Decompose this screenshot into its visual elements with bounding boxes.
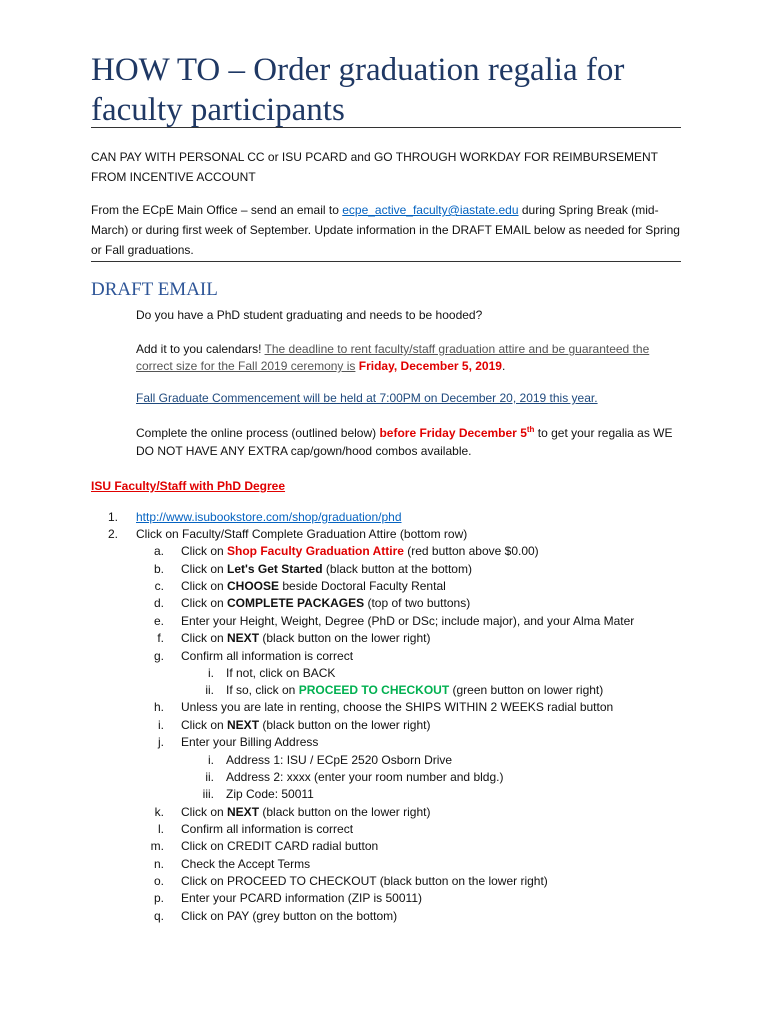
step-marker: g. [153, 649, 164, 663]
calendar-end: . [501, 359, 506, 373]
complete-suffix: to get your regalia as WE DO NOT HAVE ANY EXTRA cap/gown/hood combos available. [136, 426, 673, 458]
step-bold: NEXT [227, 631, 260, 645]
section-divider [91, 261, 681, 262]
deadline-link[interactable]: The deadline to rent faculty/staff graduation attire and be guaranteed the correct size for the Fall 2019 ceremony is [136, 342, 650, 373]
step-marker: l. [158, 822, 164, 836]
step-text-part: Click on [181, 631, 228, 645]
step-text: Zip Code: 50011 [226, 787, 314, 801]
step-text-part: beside Doctoral Faculty Rental [279, 579, 446, 593]
section-label: ISU Faculty/Staff with PhD Degree [91, 479, 286, 493]
step-text-part: (black button at the bottom) [322, 562, 472, 576]
step-text-part: (black button on the lower right) [259, 718, 431, 732]
step-text: Enter your Billing Address [181, 735, 319, 749]
step-text-part: (black button on the lower right) [259, 631, 431, 645]
step-marker: 1. [107, 510, 118, 524]
proceed-checkout-text: PROCEED TO CHECKOUT [298, 683, 450, 697]
step-marker: m. [150, 839, 164, 853]
page-title: HOW TO – Order graduation regalia for faculty participants [91, 52, 625, 128]
step-text: Unless you are late in renting, choose the SHIPS WITHIN 2 WEEKS radial button [181, 700, 614, 714]
step-bold: NEXT [227, 718, 260, 732]
commencement-link[interactable] [136, 388, 681, 408]
commencement-text[interactable]: Fall Graduate Commencement will be held at 7:00PM on December 20, 2019 this year. [136, 391, 598, 405]
complete-sup: th [526, 425, 535, 434]
office-before: From the ECpE Main Office – send an email to [91, 203, 343, 217]
step-text [181, 595, 470, 612]
step-bold: NEXT [227, 805, 260, 819]
step-marker: p. [153, 891, 164, 905]
step-marker: e. [153, 614, 164, 628]
step-marker: o. [153, 874, 164, 888]
step-text-part: Click on [181, 596, 228, 610]
complete-prefix: Complete the online process (outlined below) [136, 426, 380, 440]
step-marker: c. [154, 579, 164, 593]
step-text: Address 1: ISU / ECpE 2520 Osborn Drive [226, 753, 453, 767]
step-marker: ii. [205, 770, 214, 784]
step-marker: q. [153, 909, 164, 923]
step-text: Click on CREDIT CARD radial button [181, 839, 379, 853]
step-marker: i. [158, 718, 164, 732]
step-text [181, 717, 430, 734]
intro-text: CAN PAY WITH PERSONAL CC or ISU PCARD and GO THROUGH WORKDAY FOR REIMBURSEMENT FROM INCENTIVE ACCOUNT [91, 150, 658, 184]
step-text: Click on PROCEED TO CHECKOUT (black button on the lower right) [181, 874, 548, 888]
draft-calendar [136, 341, 681, 375]
step-marker: 2. [107, 527, 118, 541]
step-text-part: Click on [181, 544, 228, 558]
step-marker: ii. [205, 683, 214, 697]
step-bold: COMPLETE PACKAGES [227, 596, 365, 610]
step-marker: n. [153, 857, 164, 871]
draft-question: Do you have a PhD student graduating and needs to be hooded? [136, 308, 483, 322]
step-marker: b. [153, 562, 164, 576]
bookstore-link[interactable]: http://www.isubookstore.com/shop/graduation/phd [136, 510, 402, 524]
step-text-part: (red button above $0.00) [403, 544, 539, 558]
office-after: during Spring Break (mid-March) or during first week of September. Update information in the DRAFT EMAIL below as needed for Spring or Fall graduations. [91, 203, 680, 257]
step-text-part: Click on [181, 579, 228, 593]
step-marker: iii. [202, 787, 214, 801]
step-text: Check the Accept Terms [181, 857, 311, 871]
step-marker: i. [208, 666, 214, 680]
step-marker: a. [153, 544, 164, 558]
step-text: Address 2: xxxx (enter your room number and bldg.) [226, 770, 504, 784]
step-bold: Let's Get Started [227, 562, 323, 576]
step-text-part: Click on [181, 805, 228, 819]
complete-deadline: before Friday December 5 [379, 426, 527, 440]
faculty-email-link[interactable]: ecpe_active_faculty@iastate.edu [342, 203, 519, 217]
step-text: Click on Faculty/Staff Complete Graduation Attire (bottom row) [136, 527, 468, 541]
step-marker: f. [157, 631, 164, 645]
step-text [181, 804, 430, 821]
step-text [181, 578, 446, 595]
step-text [181, 630, 430, 647]
step-text: Enter your Height, Weight, Degree (PhD or DSc; include major), and your Alma Mater [181, 614, 635, 628]
step-text [226, 682, 603, 699]
step-text-part: (top of two buttons) [364, 596, 471, 610]
step-text-part: (black button on the lower right) [259, 805, 431, 819]
step-text [181, 561, 472, 578]
step-marker: j. [158, 735, 164, 749]
step-text [181, 543, 539, 560]
step-text-part: If so, click on [226, 683, 299, 697]
draft-complete [136, 424, 681, 460]
step-text-part: (green button on lower right) [449, 683, 604, 697]
step-marker: d. [153, 596, 164, 610]
step-text: If not, click on BACK [226, 666, 336, 680]
step-text: Click on PAY (grey button on the bottom) [181, 909, 398, 923]
step-text: Enter your PCARD information (ZIP is 50011) [181, 891, 422, 905]
step-text-part: Click on [181, 718, 228, 732]
step-text-part: Click on [181, 562, 228, 576]
office-instructions [91, 200, 681, 260]
shop-faculty-text: Shop Faculty Graduation Attire [227, 544, 404, 558]
step-bold: CHOOSE [227, 579, 280, 593]
step-marker: h. [153, 700, 164, 714]
step-text: Confirm all information is correct [181, 822, 354, 836]
deadline-date: Friday, December 5, 2019 [358, 359, 502, 373]
step-marker: k. [154, 805, 164, 819]
step-text: Confirm all information is correct [181, 649, 354, 663]
calendar-prefix: Add it to you calendars! [136, 342, 265, 356]
title-divider [91, 127, 681, 128]
step-marker: i. [208, 753, 214, 767]
draft-email-heading: DRAFT EMAIL [91, 279, 218, 300]
